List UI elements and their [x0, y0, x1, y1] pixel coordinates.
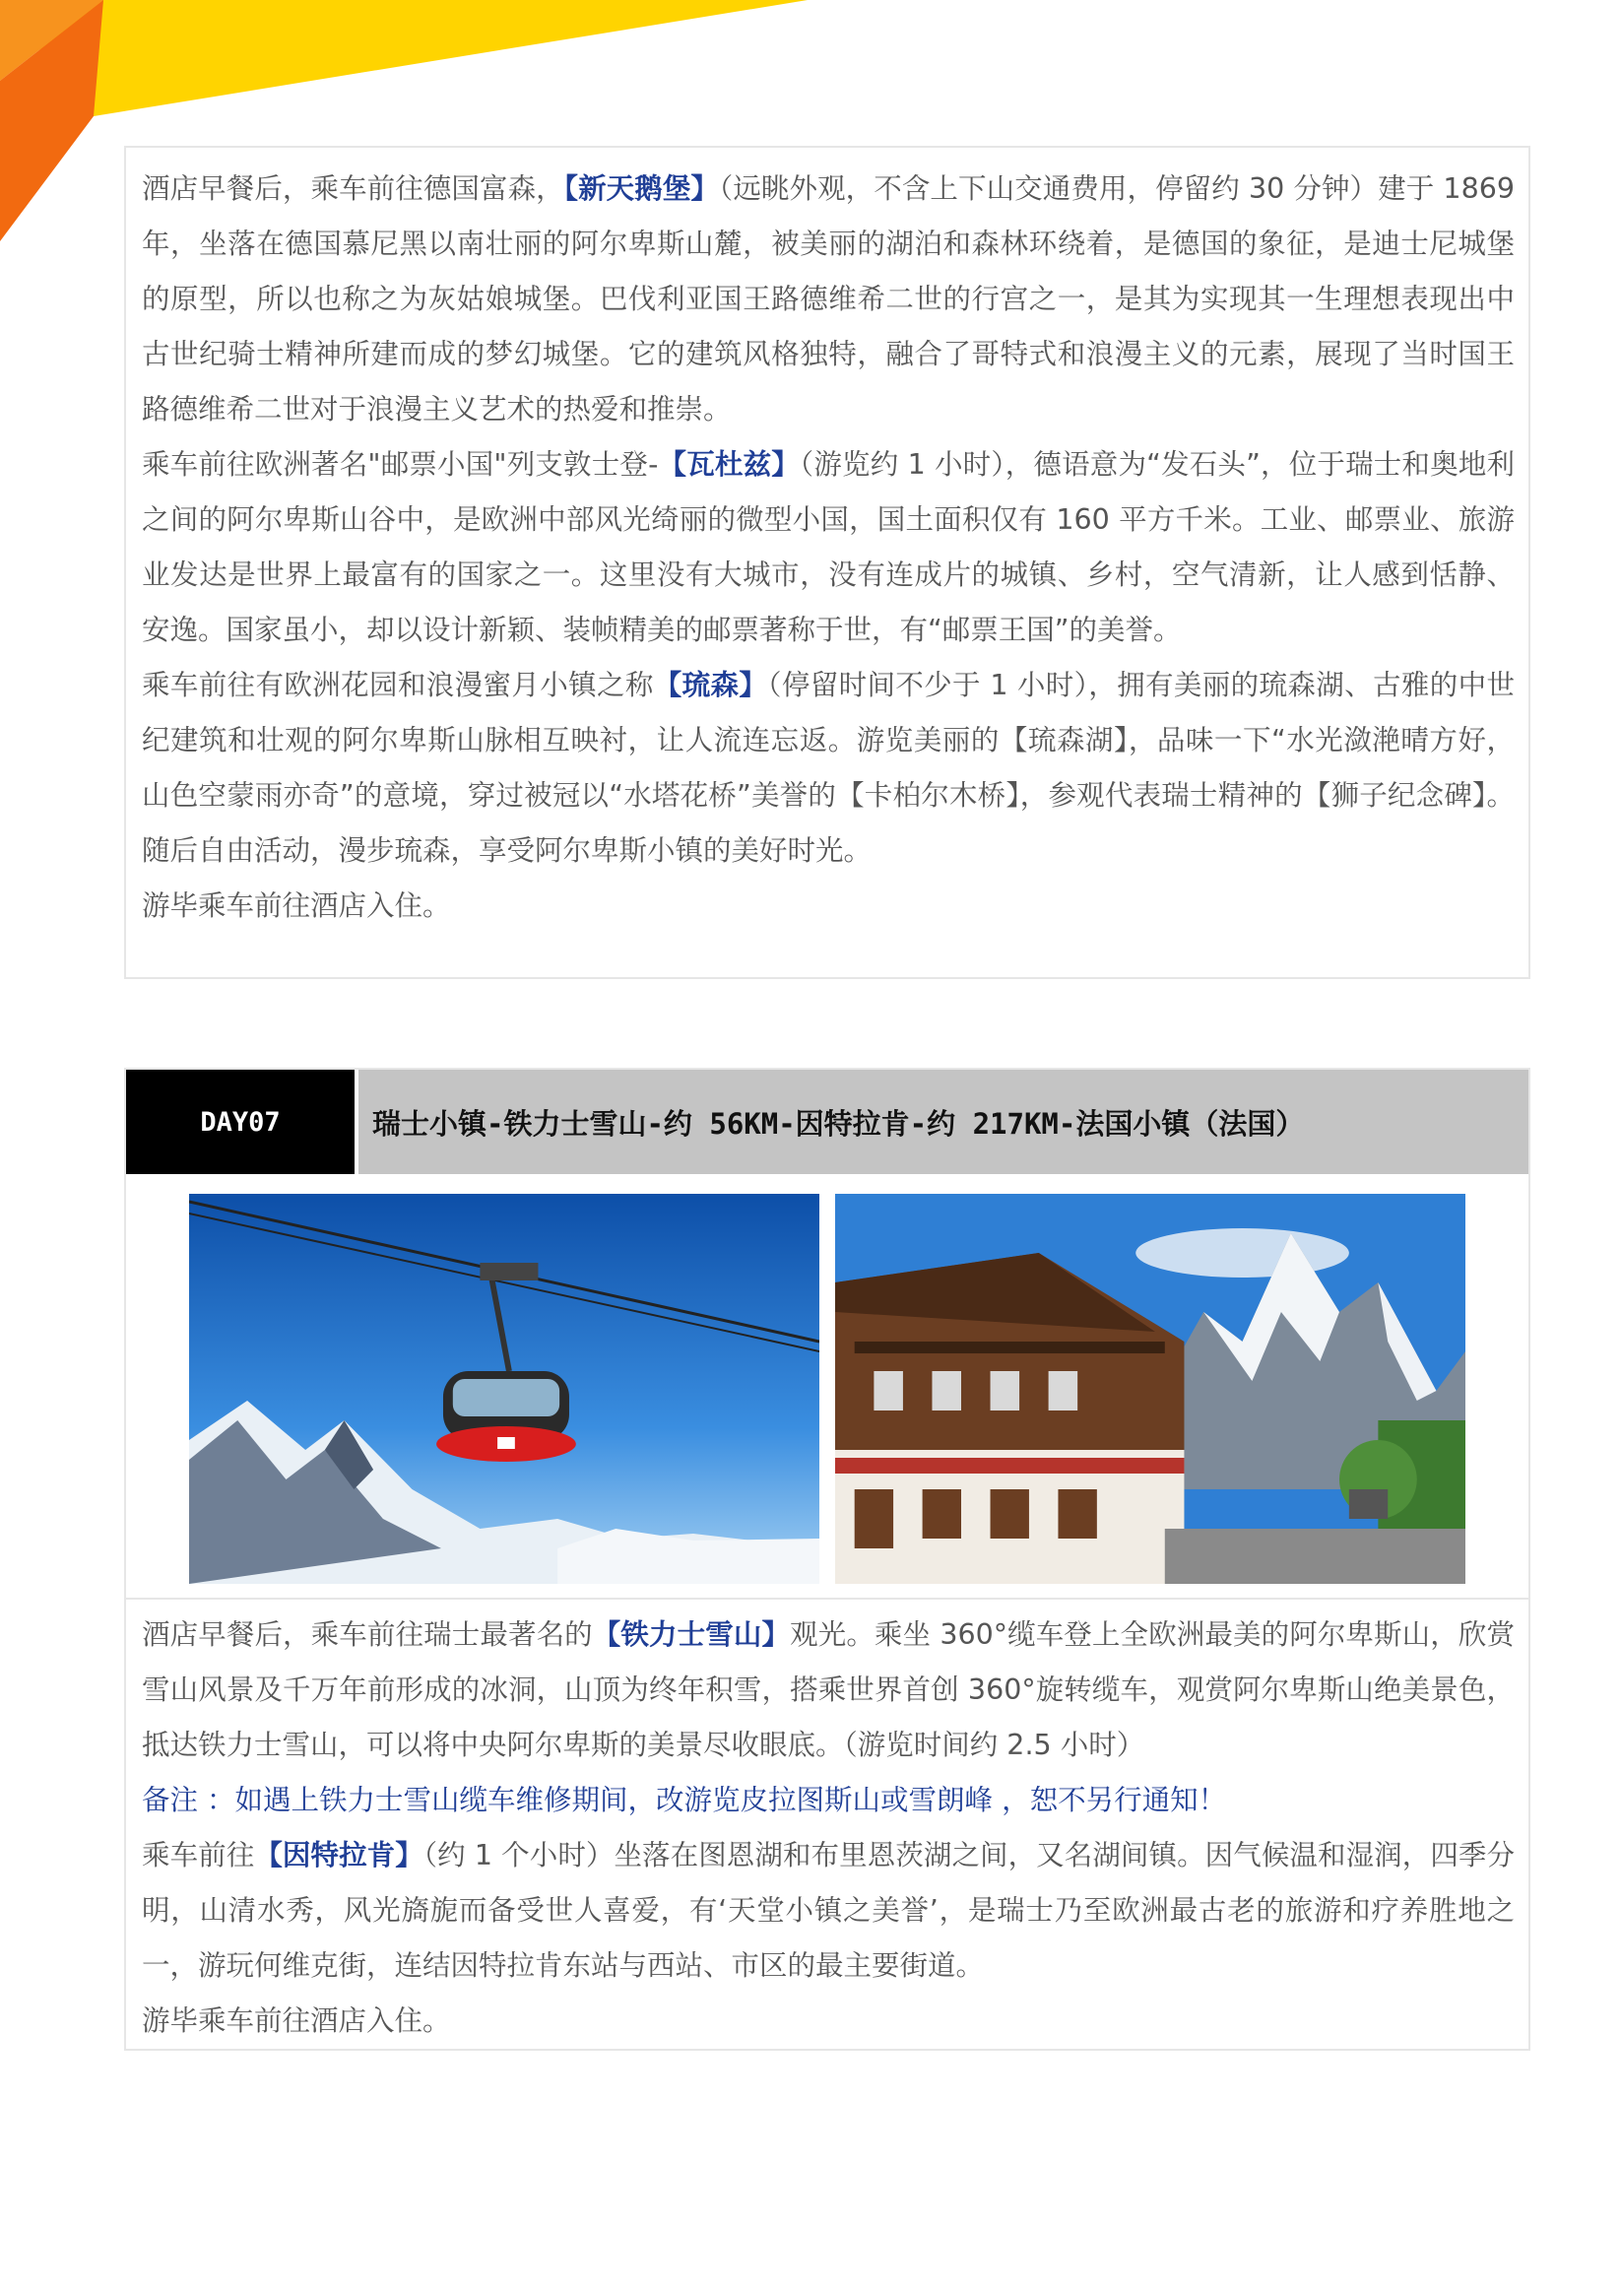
day06-paragraph-lucerne: 乘车前往有欧洲花园和浪漫蜜月小镇之称【琉森】（停留时间不少于 1 小时），拥有美丽的琉森湖、古雅的中世纪建筑和壮观的阿尔卑斯山脉相互映衬，让人流连忘返。游览美丽的【琉森湖】，品味一下“水光潋滟晴方好，山色空蒙雨亦奇”的意境，穿过被冠以“水塔花桥”美誉的【卡柏尔木桥】，参观代表瑞士精神的【狮子纪念碑】。随后自由活动，漫步琉森，享受阿尔卑斯小镇的美好时光。: [142, 669, 1515, 867]
day07-paragraph-titlis: 酒店早餐后，乘车前往瑞士最著名的【铁力士雪山】观光。乘坐 360°缆车登上全欧洲最美的阿尔卑斯山，欣赏雪山风景及千万年前形成的冰洞，山顶为终年积雪，搭乘世界首创 360°旋转缆车，观赏阿尔卑斯山绝美景色，抵达铁力士雪山，可以将中央阿尔卑斯的美景尽收眼底。（游览时间约 2.5 小时）: [142, 1618, 1515, 1761]
highlight-titlis: 【铁力士雪山】: [592, 1618, 791, 1651]
day06-text: [126, 148, 1528, 942]
cable-car-photo: [189, 1194, 819, 1584]
day06-paragraph-neuschwanstein: 酒店早餐后，乘车前往德国富森，【新天鹅堡】（远眺外观，不含上下山交通费用，停留约 30 分钟）建于 1869 年，坐落在德国慕尼黑以南壮丽的阿尔卑斯山麓，被美丽的湖泊和森林环绕着，是德国的象征，是迪士尼城堡的原型，所以也称之为灰姑娘城堡。巴伐利亚国王路德维希二世的行宫之一，是其为实现其一生理想表现出中古世纪骑士精神所建而成的梦幻城堡。它的建筑风格独特，融合了哥特式和浪漫主义的元素，展现了当时国王路德维希二世对于浪漫主义艺术的热爱和推崇。: [142, 172, 1515, 426]
day07-header: [126, 1070, 1528, 1174]
highlight-lucerne: 【琉森】: [653, 669, 768, 701]
day-route-title: 瑞士小镇-铁力士雪山-约 56KM-因特拉肯-约 217KM-法国小镇（法国）: [358, 1070, 1528, 1174]
day06-paragraph-vaduz: 乘车前往欧洲著名"邮票小国"列支敦士登-【瓦杜兹】（游览约 1 小时），德语意为“发石头”，位于瑞士和奥地利之间的阿尔卑斯山谷中，是欧洲中部风光绮丽的微型小国，国土面积仅有 160 平方千米。工业、邮票业、旅游业发达是世界上最富有的国家之一。这里没有大城市，没有连成片的城镇、乡村，空气清新，让人感到恬静、安逸。国家虽小，却以设计新颖、装帧精美的邮票著称于世，有“邮票王国”的美誉。: [142, 448, 1515, 646]
day07-itinerary-box: [124, 1068, 1530, 2051]
highlight-vaduz: 【瓦杜兹】: [658, 448, 800, 481]
day07-paragraph-hotel: 游毕乘车前往酒店入住。: [142, 2004, 451, 2037]
highlight-interlaken: 【因特拉肯】: [254, 1839, 423, 1871]
day-label: DAY07: [126, 1070, 355, 1174]
highlight-neuschwanstein: 【新天鹅堡】: [563, 172, 719, 205]
village-photo: [835, 1194, 1465, 1584]
day07-notice: 备注 ：如遇上铁力士雪山缆车维修期间，改游览皮拉图斯山或雪朗峰 ，恕不另行通知！: [142, 1784, 1227, 1816]
day06-itinerary-box: [124, 146, 1530, 979]
day07-text: [126, 1600, 1528, 2057]
day06-paragraph-hotel: 游毕乘车前往酒店入住。: [142, 889, 451, 922]
day07-photos: [126, 1174, 1528, 1600]
day07-paragraph-interlaken: 乘车前往【因特拉肯】（约 1 个小时）坐落在图恩湖和布里恩茨湖之间，又名湖间镇。因气候温和湿润，四季分明，山清水秀，风光旖旎而备受世人喜爱，有‘天堂小镇之美誉’，是瑞士乃至欧洲最古老的旅游和疗养胜地之一，游玩何维克街，连结因特拉肯东站与西站、市区的最主要街道。: [142, 1839, 1515, 1982]
